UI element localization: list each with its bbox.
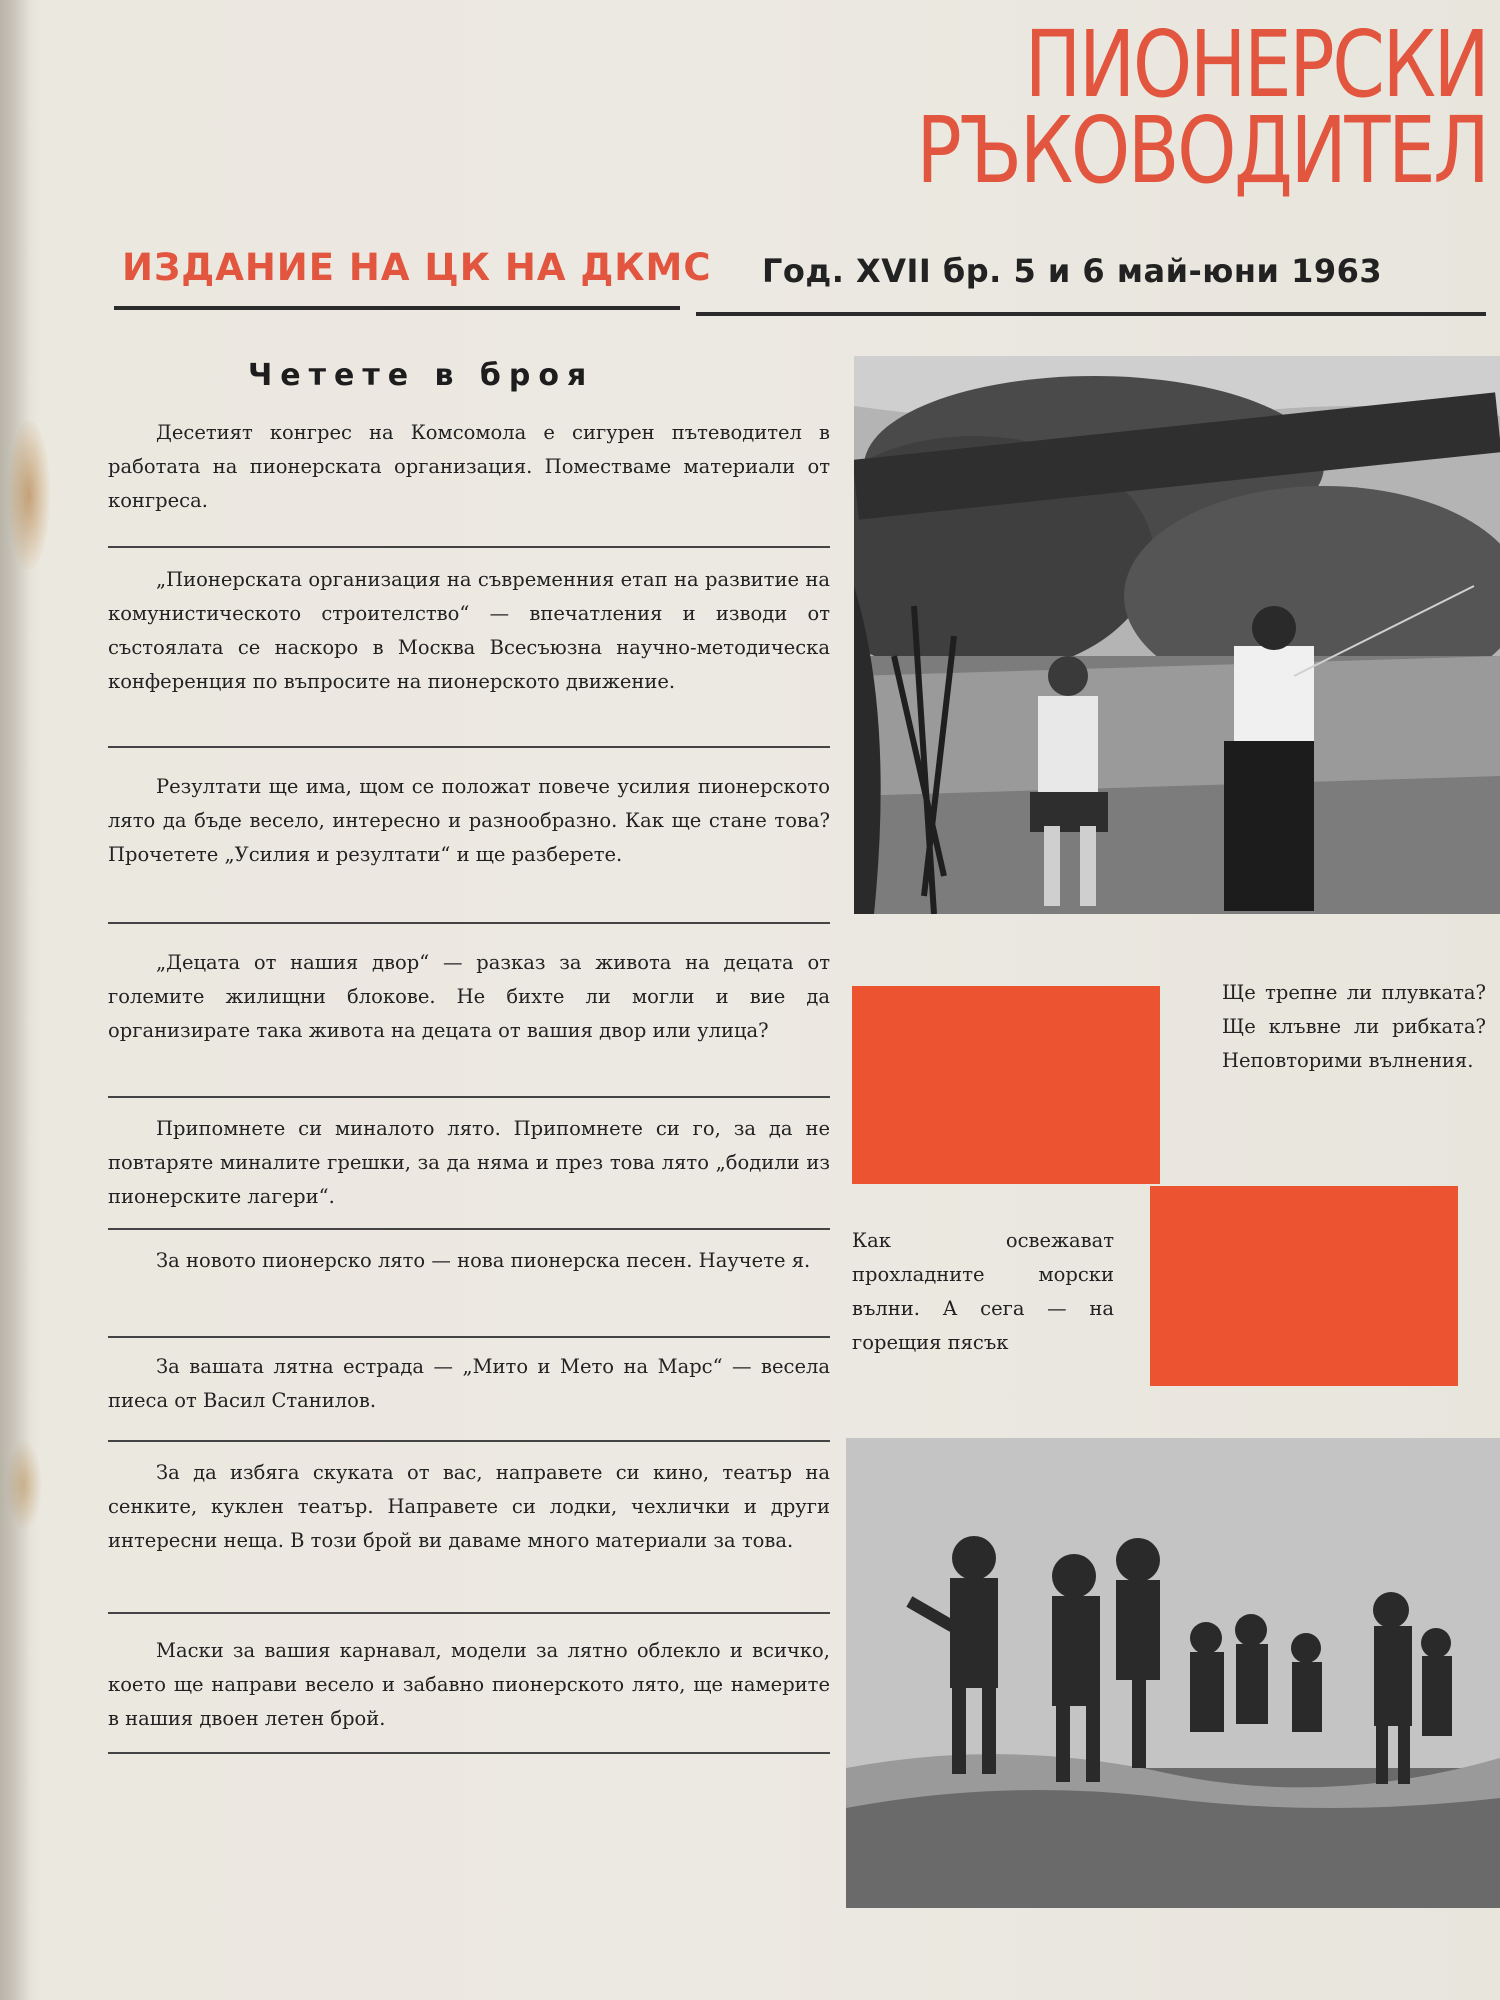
contents-item: За да избяга скуката от вас, направете си кино, театър на сенките, куклен театър. Направете си лодки, чехлички и други интересни неща. В този брой ви даваме много материали за това. [108, 1461, 830, 1552]
contents-item: Резултати ще има, щом се положат повече усилия пионерското лято да бъде весело, интересно и разнообразно. Как ще стане това? Прочетете „Усилия и резултати“ и ще разберете. [108, 775, 830, 866]
binding-shadow [0, 0, 30, 2000]
contents-heading: Четете в броя [248, 358, 595, 393]
publisher-line: ИЗДАНИЕ НА ЦК НА ДКМС [122, 246, 712, 289]
item-separator [108, 1612, 830, 1614]
masthead-title-line1: ПИОНЕРСКИ [1025, 11, 1488, 118]
item-separator [108, 922, 830, 924]
issue-info: Год. XVII бр. 5 и 6 май-юни 1963 [762, 252, 1383, 290]
contents-item: Десетият конгрес на Комсомола е сигурен пътеводител в работата на пионерската организация. Поместваме материали от конгреса. [108, 421, 830, 512]
caption-sea: Как освежават прохладните морски вълни. А сега — на горещия пясък [852, 1229, 1114, 1354]
caption-fishing: Ще трепне ли плувката? Ще клъвне ли рибката? Неповторими вълнения. [1222, 981, 1486, 1072]
photo-children-sea-image [846, 1438, 1500, 1908]
red-color-block [1150, 1186, 1458, 1386]
item-separator [108, 1752, 830, 1754]
contents-item: За новото пионерско лято — нова пионерска песен. Научете я. [156, 1249, 811, 1272]
contents-item: За вашата лятна естрада — „Мито и Мето на Марс“ — весела пиеса от Васил Станилов. [108, 1355, 830, 1412]
paper-stain [8, 420, 50, 570]
red-color-block [852, 986, 1160, 1184]
item-separator [108, 746, 830, 748]
contents-item: „Пионерската организация на съвременния етап на развитие на комунистическото строителство“ — впечатления и изводи от състоялата се наскоро в Москва Всесъюзна научно-методическа конференция по въпросите на пионерското движение. [108, 568, 830, 693]
masthead-title [916, 11, 1488, 204]
contents-item: Припомнете си миналото лято. Припомнете си го, за да не повтаряте миналите грешки, за да няма и през това лято „бодили из пионерските лагери“. [108, 1117, 830, 1208]
item-separator [108, 1228, 830, 1230]
photo-fishing-image [854, 356, 1500, 914]
contents-item: „Децата от нашия двор“ — разказ за живота на децата от големите жилищни блокове. Не бихте ли могли и вие да организирате така живота на децата от вашия двор или улица? [108, 951, 830, 1042]
item-separator [108, 1336, 830, 1338]
paper-stain [6, 1440, 42, 1530]
contents-item: Маски за вашия карнавал, модели за лятно облекло и всичко, което ще направи весело и забавно пионерското лято, ще намерите в нашия двоен летен брой. [108, 1639, 830, 1730]
photo-children-sea [846, 1438, 1500, 1908]
masthead-rule-right [696, 312, 1486, 316]
item-separator [108, 546, 830, 548]
item-separator [108, 1096, 830, 1098]
masthead-title-line2: РЪКОВОДИТЕЛ [916, 97, 1488, 204]
photo-fishing [854, 356, 1500, 914]
masthead-rule-left [114, 306, 680, 310]
item-separator [108, 1440, 830, 1442]
